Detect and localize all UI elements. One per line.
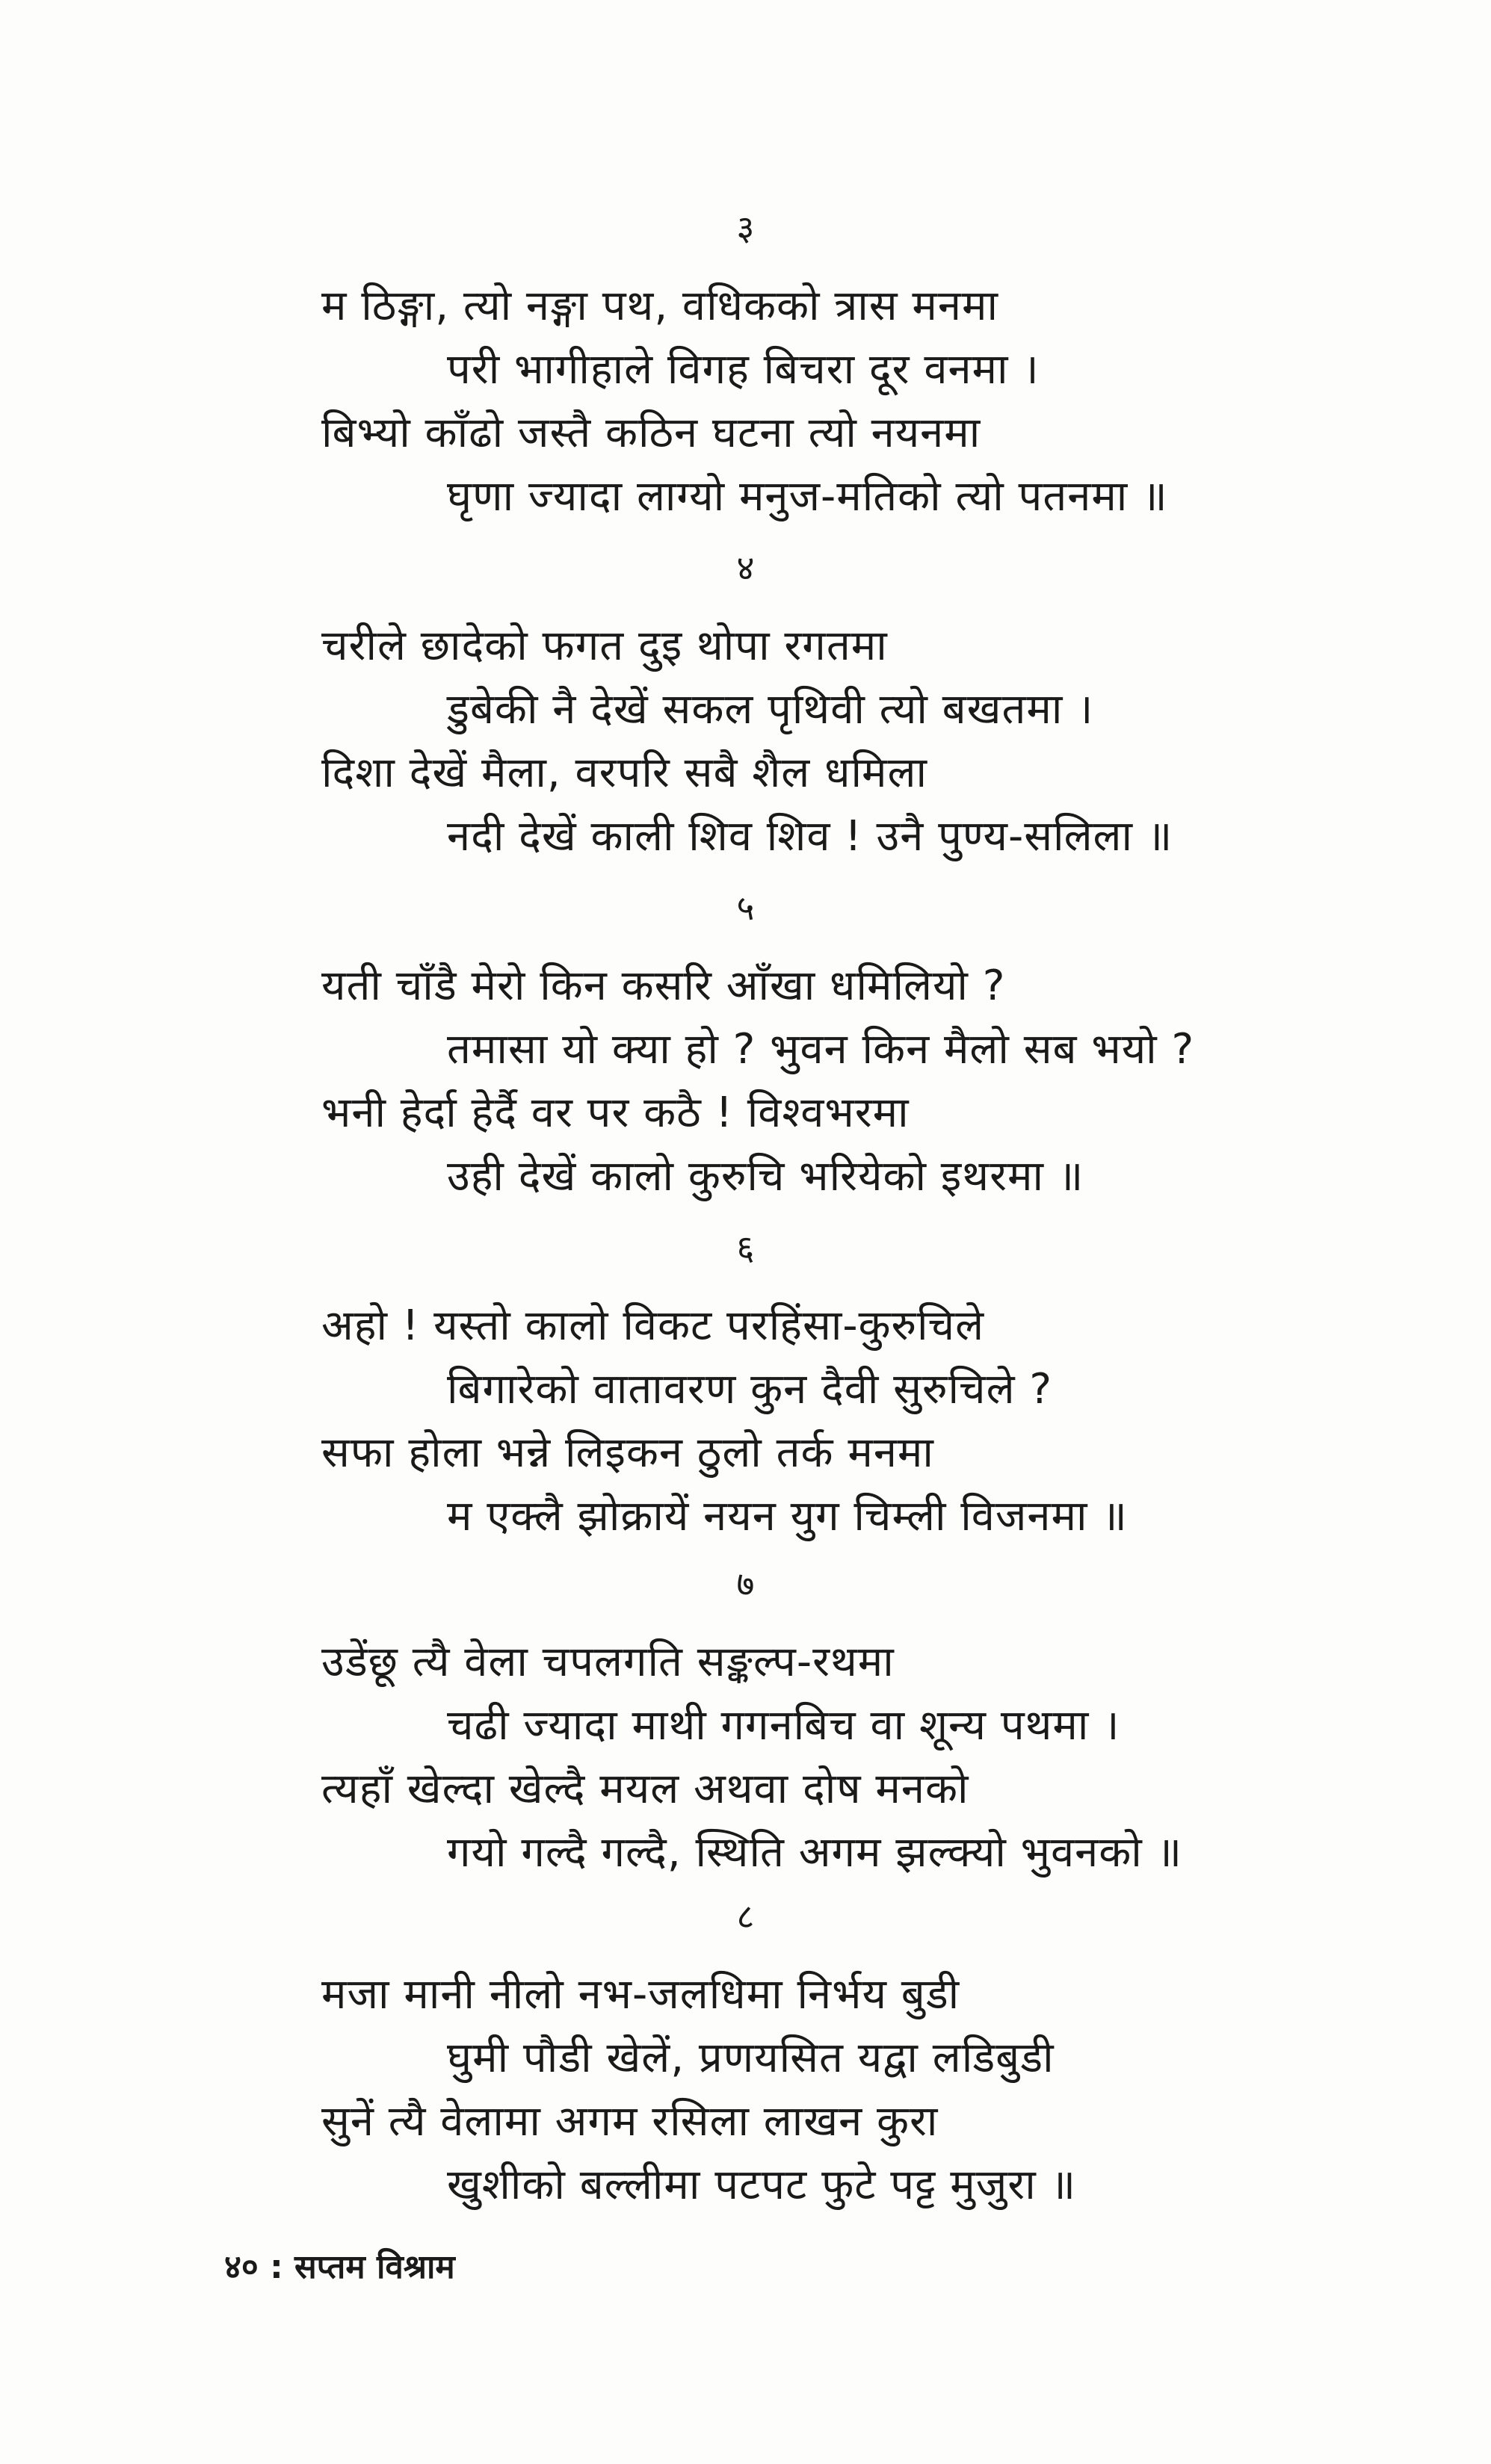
verse-line: बिगारेको वातावरण कुन दैवी सुरुचिले ? [447,1365,1053,1414]
verse-line: सफा होला भन्ने लिइकन ठुलो तर्क मनमा [321,1428,934,1477]
stanza-number: ४ [736,548,755,588]
stanza-number: ६ [736,1228,755,1268]
verse-line: म ठिङ्गा, त्यो नङ्गा पथ, वधिकको त्रास मनमा [321,282,998,330]
verse-line: डुबेकी नै देखें सकल पृथिवी त्यो बखतमा । [447,685,1094,734]
verse-line: परी भागीहाले विगह बिचरा दूर वनमा । [447,345,1040,394]
page-footer: ४० : सप्तम विश्राम [224,2248,455,2286]
verse-line: चढी ज्यादा माथी गगनबिच वा शून्य पथमा । [447,1701,1120,1750]
verse-line: यती चाँडै मेरो किन कसरि आँखा धमिलियो ? [321,962,1006,1010]
verse-line: उडेंछू त्यै वेला चपलगति सङ्कल्प-रथमा [321,1638,895,1686]
verse-line: त्यहाँ खेल्दा खेल्दै मयल अथवा दोष मनको [321,1765,969,1813]
verse-line: दिशा देखें मैला, वरपरि सबै शैल धमिला [321,749,927,797]
verse-line: खुशीको बल्लीमा पटपट फुटे पट्ट मुजुरा ॥ [447,2161,1077,2209]
verse-line: म एक्लै झोक्रायें नयन युग चिम्ली विजनमा ॥ [447,1492,1128,1541]
verse-line: अहो ! यस्तो कालो विकट परहिंसा-कुरुचिले [321,1301,985,1350]
stanza-number: ३ [736,208,755,248]
stanza-number: ७ [736,1564,755,1604]
verse-line: सुनें त्यै वेलामा अगम रसिला लाखन कुरा [321,2097,939,2146]
verse-line: गयो गल्दै गल्दै, स्थिति अगम झल्क्यो भुवनको ॥ [447,1828,1183,1877]
verse-line: बिभ्यो काँढो जस्तै कठिन घटना त्यो नयनमा [321,409,981,457]
verse-line: भनी हेर्दा हेर्दै वर पर कठै ! विश्वभरमा [321,1089,910,1137]
verse-line: मजा मानी नीलो नभ-जलधिमा निर्भय बुडी [321,1970,960,2019]
stanza-number: ८ [736,1896,755,1937]
verse-line: नदी देखें काली शिव शिव ! उनै पुण्य-सलिला ॥ [447,812,1173,861]
verse-line: चरीले छादेको फगत दुइ थोपा रगतमा [321,622,888,670]
verse-line: उही देखें कालो कुरुचि भरियेको इथरमा ॥ [447,1152,1084,1201]
stanza-number: ५ [736,888,755,928]
verse-line: घृणा ज्यादा लाग्यो मनुज-मतिको त्यो पतनमा ॥ [447,472,1168,521]
verse-line: तमासा यो क्या हो ? भुवन किन मैलो सब भयो ? [447,1025,1195,1074]
verse-line: घुमी पौडी खेलें, प्रणयसित यद्वा लडिबुडी [447,2034,1055,2082]
